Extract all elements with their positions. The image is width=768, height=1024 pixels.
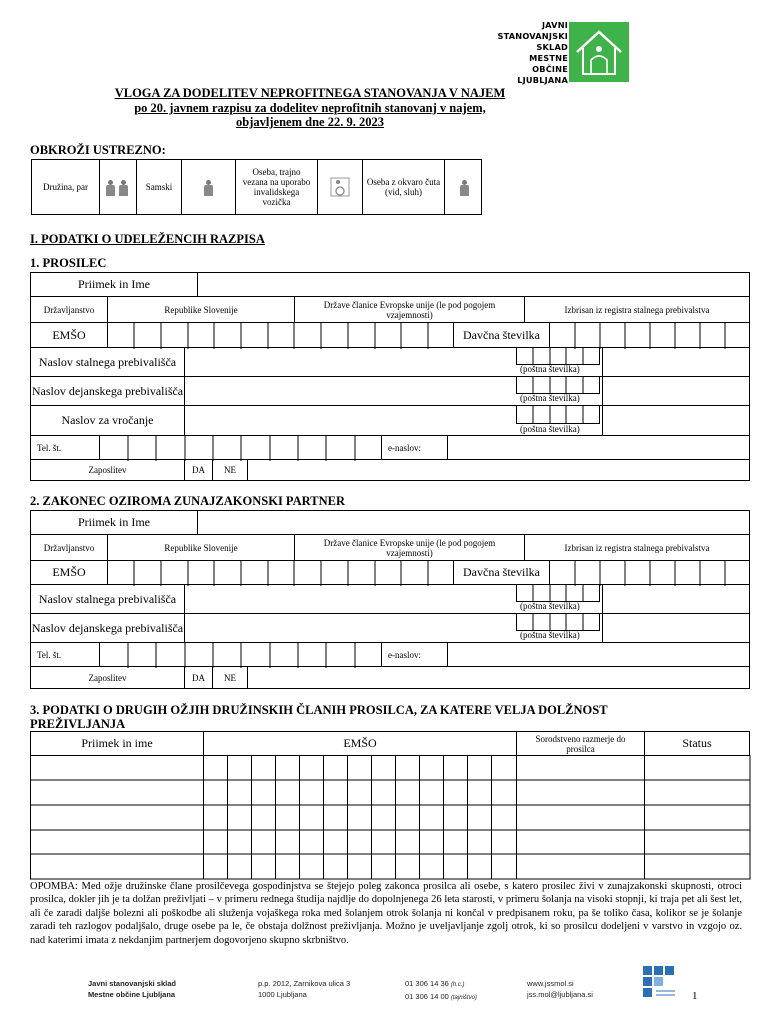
option-citizenship-rs[interactable]: Republike Slovenije xyxy=(107,296,295,323)
applicant-tax-field[interactable] xyxy=(549,322,750,348)
partner-employment-details-field[interactable] xyxy=(247,666,750,689)
section-1-heading: I. PODATKI O UDELEŽENCIH RAZPISA xyxy=(30,232,265,246)
postal-label: (poštna številka) xyxy=(520,630,580,640)
partner-name-field[interactable] xyxy=(197,510,750,535)
label-tax: Davčna številka xyxy=(453,560,550,585)
applicant-address-actual-field[interactable] xyxy=(184,376,750,406)
col-name: Priimek in ime xyxy=(30,731,204,756)
form-date: objavljenem dne 22. 9. 2023 xyxy=(236,115,384,129)
employment-yes[interactable]: DA xyxy=(184,459,213,481)
label-address-delivery: Naslov za vročanje xyxy=(30,405,185,436)
label-email: e-naslov: xyxy=(381,642,448,667)
label-address-actual: Naslov dejanskega prebivališča xyxy=(30,376,185,406)
col-status: Status xyxy=(644,731,750,756)
wheelchair-icon xyxy=(317,159,363,215)
label-tel: Tel. št. xyxy=(30,435,100,460)
partner-email-field[interactable] xyxy=(447,642,750,667)
partner-tax-field[interactable] xyxy=(549,560,750,585)
label-employment: Zaposlitev xyxy=(30,666,185,689)
label-emso: EMŠO xyxy=(30,560,108,585)
col-relation: Sorodstveno razmerje do prosilca xyxy=(516,731,645,756)
partner-tel-field[interactable] xyxy=(99,642,382,667)
footer-web-link[interactable]: www.jssmol.si xyxy=(527,979,574,988)
employment-no[interactable]: NE xyxy=(212,459,248,481)
col-emso: EMŠO xyxy=(203,731,517,756)
label-tel: Tel. št. xyxy=(30,642,100,667)
circle-heading: OBKROŽI USTREZNO: xyxy=(30,143,166,157)
single-person-icon xyxy=(181,159,236,215)
sensory-impairment-icon xyxy=(444,159,482,215)
footer-address: p.p. 2012, Zarnikova ulica 3 1000 Ljubljana xyxy=(258,979,351,999)
label-name: Priimek in Ime xyxy=(30,510,198,535)
label-address-permanent: Naslov stalnega prebivališča xyxy=(30,347,185,377)
family-rows[interactable] xyxy=(30,755,751,880)
employment-details-field[interactable] xyxy=(247,459,750,481)
applicant-tel-field[interactable] xyxy=(99,435,382,460)
applicant-emso-field[interactable] xyxy=(107,322,454,348)
applicant-name-field[interactable] xyxy=(197,272,750,297)
footer-email-link[interactable]: jss.mol@ljubljana.si xyxy=(527,990,593,999)
note-paragraph: OPOMBA: Med ožje družinske člane prosilčevega gospodinjstva se štejejo poleg zakonca prosilca ali osebe, s katero prosilec živi v zunajzakonski skupnosti, otroci prosilca, dokler jih je ta dolžan preživljati – v primeru rednega študija najdlje do dopolnjenega 26 leta starosti, v primeru šolanja na visoki stopnji, ki traja pet ali šest let, ali če zaradi daljše bolezni ali poškodbe ali služenja vojaškega roka med šolanjem otrok šolanja ni končal v predpisanem roku, pa še toliko časa, kolikor se je šolanje zaradi teh razlogov podaljšalo, druge osebe pa le, če obstaja dolžnost preživljanja. Možno je uveljavljanje zgolj otrok, ki so prosilcu dodeljeni v varstvo in vzgojo oz. nad katerimi imata z nekdanjim partnerjem dogovorjeno skupno skrbništvo. xyxy=(30,881,742,946)
applicant-address-delivery-field[interactable] xyxy=(184,405,750,436)
option-wheelchair[interactable]: Oseba, trajno vezana na uporabo invalidskega vozička xyxy=(235,159,318,215)
option-erased[interactable]: Izbrisan iz registra stalnega prebivalstva xyxy=(524,296,750,323)
footer-phones: 01 306 14 36 (h.c.) 01 306 14 00 (tajništvo) xyxy=(405,979,477,1001)
partner-employment-yes[interactable]: DA xyxy=(184,666,213,689)
postal-label: (poštna številka) xyxy=(520,364,580,374)
family-heading: 3. PODATKI O DRUGIH OŽJIH DRUŽINSKIH ČLANIH PROSILCA, ZA KATERE VELJA DOLŽNOST PREŽIVLJANJA xyxy=(30,703,608,731)
postal-label: (poštna številka) xyxy=(520,424,580,434)
label-address-actual: Naslov dejanskega prebivališča xyxy=(30,613,185,643)
label-tax: Davčna številka xyxy=(453,322,550,348)
partner-heading: 2. ZAKONEC OZIROMA ZUNAJZAKONSKI PARTNER xyxy=(30,494,345,508)
partner-employment-no[interactable]: NE xyxy=(212,666,248,689)
option-sensory[interactable]: Oseba z okvaro čuta (vid, sluh) xyxy=(362,159,445,215)
page-number: 1 xyxy=(692,990,698,1002)
applicant-email-field[interactable] xyxy=(447,435,750,460)
footer-badge-icon xyxy=(641,964,677,1000)
applicant-address-permanent-field[interactable] xyxy=(184,347,750,377)
form-title: VLOGA ZA DODELITEV NEPROFITNEGA STANOVANJA V NAJEM xyxy=(114,86,506,100)
footer-org: Javni stanovanjski sklad Mestne občine Ljubljana xyxy=(88,979,176,999)
house-logo-icon xyxy=(569,22,629,82)
form-subtitle: po 20. javnem razpisu za dodelitev neprofitnih stanovanj v najem, xyxy=(134,101,486,115)
label-email: e-naslov: xyxy=(381,435,448,460)
logo-wordmark: JAVNI STANOVANJSKI SKLAD MESTNE OBČINE LJUBLJANA xyxy=(497,20,568,85)
applicant-heading: 1. PROSILEC xyxy=(30,256,107,270)
label-address-permanent: Naslov stalnega prebivališča xyxy=(30,584,185,614)
option-citizenship-eu[interactable]: Države članice Evropske unije (le pod pogojem vzajemnosti) xyxy=(294,296,525,323)
label-citizenship: Državljanstvo xyxy=(30,534,108,561)
partner-erased[interactable]: Izbrisan iz registra stalnega prebivalstva xyxy=(524,534,750,561)
partner-address-actual-field[interactable] xyxy=(184,613,750,643)
footer-contacts xyxy=(527,978,593,1000)
partner-citizenship-eu[interactable]: Države članice Evropske unije (le pod pogojem vzajemnosti) xyxy=(294,534,525,561)
partner-citizenship-rs[interactable]: Republike Slovenije xyxy=(107,534,295,561)
postal-label: (poštna številka) xyxy=(520,393,580,403)
label-citizenship: Državljanstvo xyxy=(30,296,108,323)
option-family[interactable]: Družina, par xyxy=(31,159,100,215)
label-employment: Zaposlitev xyxy=(30,459,185,481)
partner-emso-field[interactable] xyxy=(107,560,454,585)
partner-address-permanent-field[interactable] xyxy=(184,584,750,614)
option-single[interactable]: Samski xyxy=(136,159,182,215)
family-icon xyxy=(99,159,137,215)
label-emso: EMŠO xyxy=(30,322,108,348)
label-name: Priimek in Ime xyxy=(30,272,198,297)
postal-label: (poštna številka) xyxy=(520,601,580,611)
